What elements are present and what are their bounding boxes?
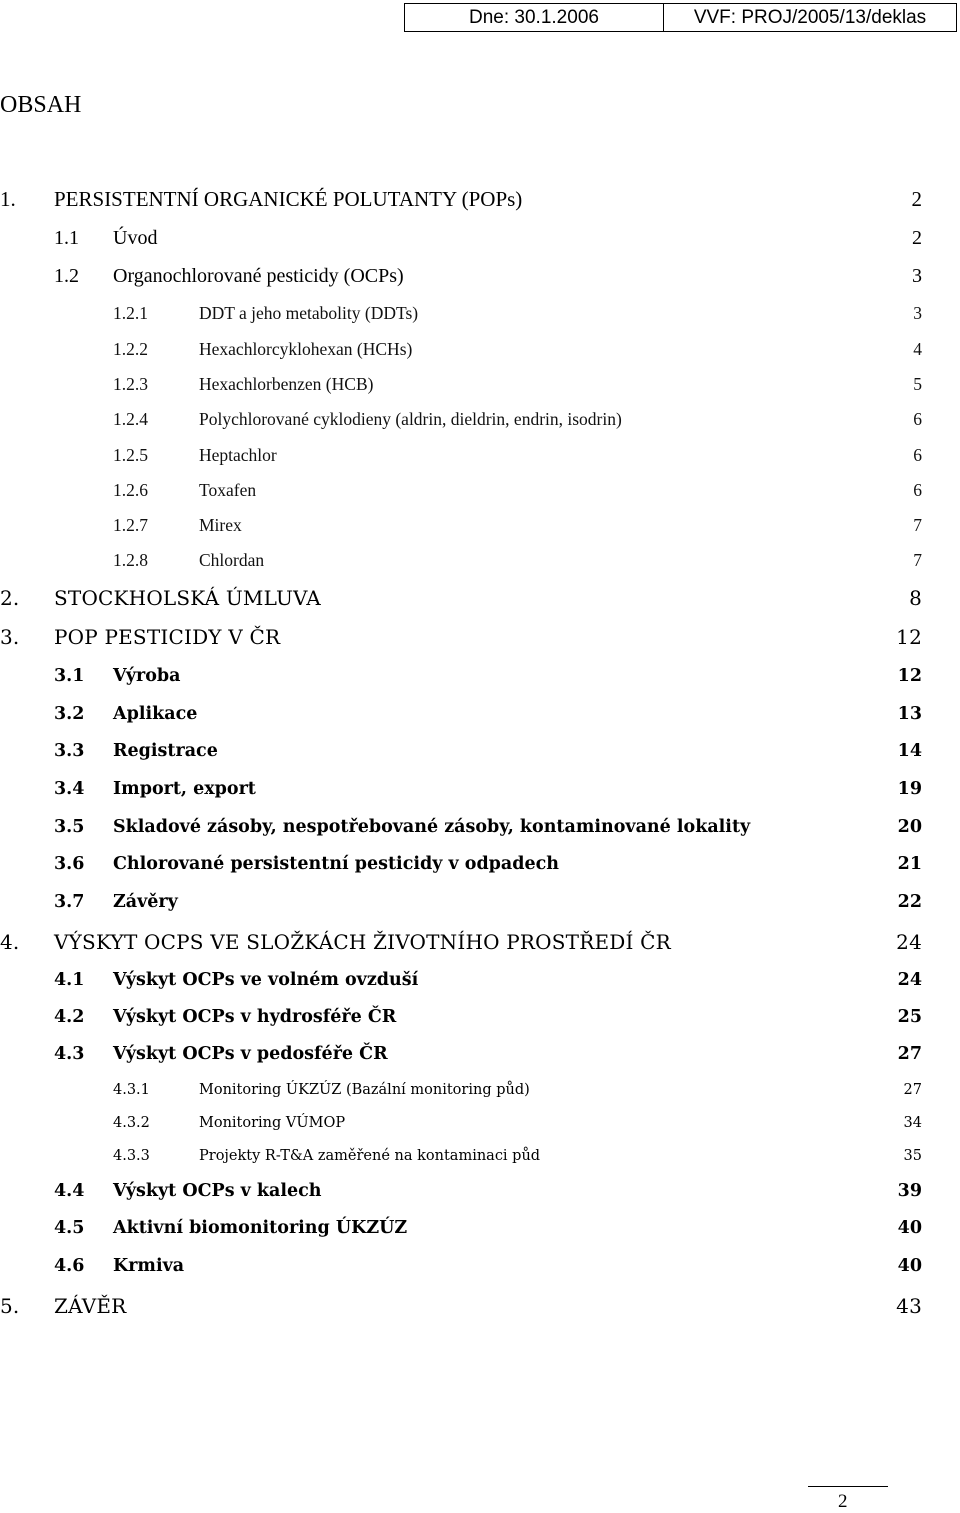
toc-label: Úvod <box>113 227 158 249</box>
toc-page: 27 <box>903 1082 922 1098</box>
toc-number: 1.1 <box>54 227 79 249</box>
toc-page: 35 <box>903 1148 922 1164</box>
footer-rule <box>808 1486 888 1487</box>
toc-number: 5. <box>0 1294 20 1318</box>
toc-label: Polychlorované cyklodieny (aldrin, dieldrin, endrin, isodrin) <box>199 409 622 429</box>
toc-page: 8 <box>909 586 922 610</box>
toc-page: 25 <box>897 1007 922 1027</box>
toc-label: VÝSKYT OCPS VE SLOŽKÁCH ŽIVOTNÍHO PROSTŘEDÍ ČR <box>54 930 671 954</box>
toc-number: 1.2.4 <box>113 409 148 429</box>
toc-label: Hexachlorbenzen (HCB) <box>199 374 374 394</box>
toc-page: 3 <box>912 265 922 287</box>
toc-number: 3.5 <box>54 817 85 837</box>
toc-number: 1.2 <box>54 265 79 287</box>
toc-entry[interactable] <box>0 445 922 466</box>
toc-page: 6 <box>913 445 922 465</box>
toc-page: 20 <box>897 817 922 837</box>
toc-entry[interactable] <box>0 187 922 212</box>
toc-number: 4.3.3 <box>113 1148 150 1164</box>
toc-page: 6 <box>913 409 922 429</box>
toc-page: 3 <box>913 303 922 323</box>
toc-entry[interactable] <box>0 1044 922 1064</box>
toc-entry[interactable] <box>0 227 922 250</box>
page-title: OBSAH <box>0 92 82 118</box>
toc-number: 3.4 <box>54 779 85 799</box>
toc-entry[interactable] <box>0 1148 922 1164</box>
toc-label: Monitoring ÚKZÚZ (Bazální monitoring půd) <box>199 1082 530 1098</box>
toc-entry[interactable] <box>0 339 922 360</box>
toc-entry[interactable] <box>0 1082 922 1098</box>
toc-label: Registrace <box>113 741 218 761</box>
toc-number: 3. <box>0 625 20 649</box>
toc-page: 12 <box>896 625 922 649</box>
toc-page: 40 <box>897 1218 922 1238</box>
toc-label: Hexachlorcyklohexan (HCHs) <box>199 339 413 359</box>
toc-label: Projekty R-T&A zaměřené na kontaminaci půd <box>199 1148 541 1164</box>
toc-entry[interactable] <box>0 515 922 536</box>
toc-label: STOCKHOLSKÁ ÚMLUVA <box>54 586 321 610</box>
toc-label: Výskyt OCPs ve volném ovzduší <box>113 970 419 990</box>
toc-page: 27 <box>897 1044 922 1064</box>
toc-number: 4.6 <box>54 1256 85 1276</box>
toc-number: 1.2.1 <box>113 303 148 323</box>
toc-page: 2 <box>911 187 922 211</box>
toc-page: 40 <box>897 1256 922 1276</box>
toc-entry[interactable] <box>0 409 922 430</box>
toc-number: 4.2 <box>54 1007 85 1027</box>
toc-label: Skladové zásoby, nespotřebované zásoby, kontaminované lokality <box>113 817 751 837</box>
toc-entry[interactable] <box>0 854 922 874</box>
toc-entry[interactable] <box>0 1256 922 1276</box>
toc-entry[interactable] <box>0 1294 922 1318</box>
toc-label: Import, export <box>113 779 256 799</box>
toc-label: Aplikace <box>113 704 198 724</box>
toc-page: 39 <box>897 1181 922 1201</box>
toc-label: Chlorované persistentní pesticidy v odpadech <box>113 854 560 874</box>
toc-page: 34 <box>903 1115 922 1131</box>
toc-page: 21 <box>897 854 922 874</box>
toc-entry[interactable] <box>0 374 922 395</box>
header-reference: VVF: PROJ/2005/13/deklas <box>693 6 927 28</box>
toc-entry[interactable] <box>0 704 922 724</box>
toc-label: Mirex <box>199 515 242 535</box>
toc-label: Toxafen <box>199 480 257 500</box>
toc-number: 1.2.3 <box>113 374 148 394</box>
toc-page: 43 <box>896 1294 922 1318</box>
toc-entry[interactable] <box>0 892 922 912</box>
toc-number: 4.4 <box>54 1181 85 1201</box>
toc-entry[interactable] <box>0 265 922 288</box>
toc-page: 6 <box>913 480 922 500</box>
toc-number: 4.3.2 <box>113 1115 150 1131</box>
toc-page: 24 <box>896 930 922 954</box>
toc-entry[interactable] <box>0 303 922 324</box>
toc-label: Výskyt OCPs v pedosféře ČR <box>113 1044 388 1064</box>
toc-label: Heptachlor <box>199 445 277 465</box>
toc-label: Organochlorované pesticidy (OCPs) <box>113 265 404 287</box>
toc-entry[interactable] <box>0 666 922 686</box>
toc-label: Monitoring VÚMOP <box>199 1115 346 1131</box>
toc-number: 1.2.7 <box>113 515 148 535</box>
toc-label: Chlordan <box>199 550 265 570</box>
toc-label: Výskyt OCPs v hydrosféře ČR <box>113 1007 397 1027</box>
toc-number: 3.7 <box>54 892 85 912</box>
toc-entry[interactable] <box>0 970 922 990</box>
toc-entry[interactable] <box>0 480 922 501</box>
toc-number: 1.2.5 <box>113 445 148 465</box>
toc-entry[interactable] <box>0 625 922 649</box>
toc-page: 24 <box>897 970 922 990</box>
page-number: 2 <box>838 1491 848 1512</box>
toc-label: Krmiva <box>113 1256 185 1276</box>
toc-entry[interactable] <box>0 586 922 610</box>
toc-entry[interactable] <box>0 741 922 761</box>
toc-label: DDT a jeho metabolity (DDTs) <box>199 303 419 323</box>
toc-number: 1.2.8 <box>113 550 148 570</box>
toc-page: 13 <box>897 704 922 724</box>
toc-page: 5 <box>913 374 922 394</box>
toc-number: 1.2.6 <box>113 480 148 500</box>
toc-number: 4.5 <box>54 1218 85 1238</box>
toc-entry[interactable] <box>0 930 922 954</box>
toc-page: 12 <box>897 666 922 686</box>
document-header <box>404 3 957 32</box>
toc-number: 2. <box>0 586 20 610</box>
toc-number: 3.1 <box>54 666 85 686</box>
toc-label: Závěry <box>113 892 178 912</box>
toc-page: 22 <box>897 892 922 912</box>
toc-number: 1. <box>0 187 16 211</box>
toc-page: 14 <box>897 741 922 761</box>
toc-number: 3.3 <box>54 741 85 761</box>
toc-number: 4. <box>0 930 20 954</box>
toc-entry[interactable] <box>0 1007 922 1027</box>
toc-label: PERSISTENTNÍ ORGANICKÉ POLUTANTY (POPs) <box>54 187 523 211</box>
toc-entry[interactable] <box>0 1218 922 1238</box>
toc-page: 19 <box>897 779 922 799</box>
toc-number: 4.1 <box>54 970 85 990</box>
toc-label: POP PESTICIDY V ČR <box>54 625 281 649</box>
header-date: Dne: 30.1.2006 <box>405 4 664 31</box>
toc-page: 4 <box>913 339 922 359</box>
toc-entry[interactable] <box>0 817 922 837</box>
toc-entry[interactable] <box>0 1181 922 1201</box>
toc-number: 4.3 <box>54 1044 85 1064</box>
toc-number: 3.2 <box>54 704 85 724</box>
toc-entry[interactable] <box>0 550 922 571</box>
toc-label: Aktivní biomonitoring ÚKZÚZ <box>113 1218 408 1238</box>
toc-label: Výskyt OCPs v kalech <box>113 1181 322 1201</box>
toc-number: 4.3.1 <box>113 1082 150 1098</box>
toc-number: 3.6 <box>54 854 85 874</box>
toc-page: 7 <box>913 550 922 570</box>
toc-entry[interactable] <box>0 1115 922 1131</box>
toc-label: ZÁVĚR <box>54 1294 127 1318</box>
toc-page: 7 <box>913 515 922 535</box>
toc-entry[interactable] <box>0 779 922 799</box>
toc-label: Výroba <box>113 666 181 686</box>
toc-number: 1.2.2 <box>113 339 148 359</box>
toc-page: 2 <box>912 227 922 249</box>
